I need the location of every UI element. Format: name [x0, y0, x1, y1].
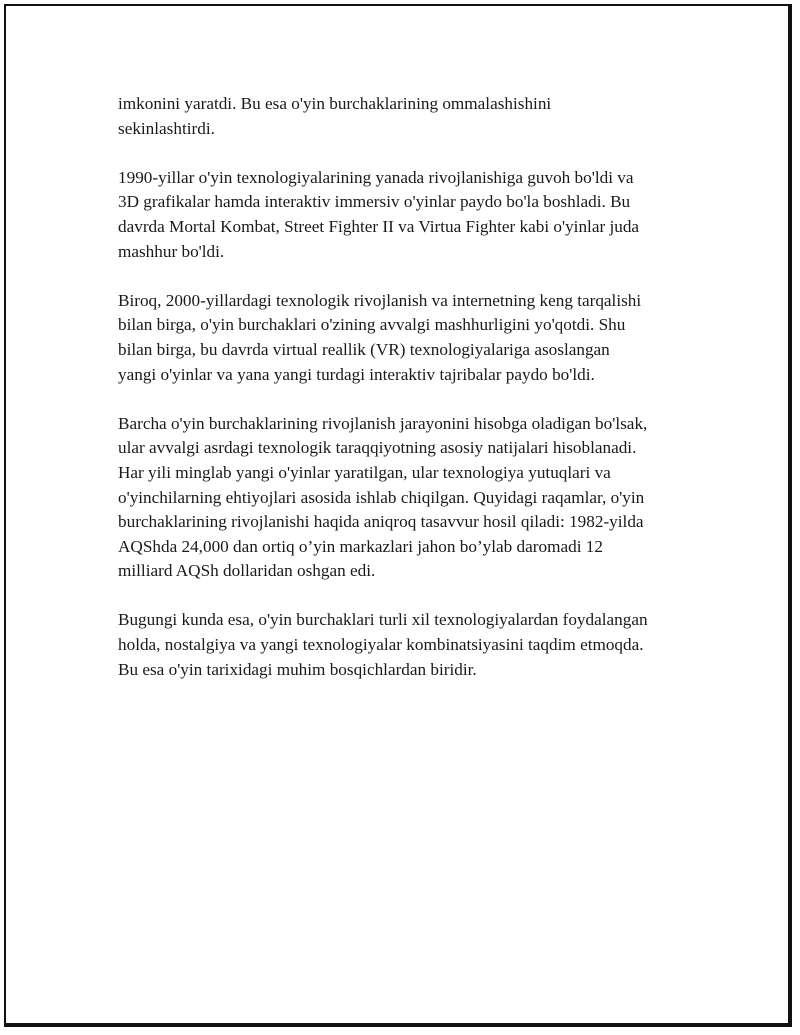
paragraph-3: Biroq, 2000-yillardagi texnologik rivojlanish va internetning keng tarqalishi bilan birga, o'yin burchaklari o'zining avvalgi mashhurligini yo'qotdi. Shu bilan birga, bu davrda virtual reallik (VR) texnologiyalariga asoslangan yangi o'yinlar va yana yangi turdagi interaktiv tajribalar paydo bo'ldi.: [118, 290, 642, 384]
paragraph-4: Barcha o'yin burchaklarining rivojlanish jarayonini hisobga oladigan bo'lsak, ular avvalgi asrdagi texnologik taraqqiyotning asosiy natijalari hisoblanadi. Har yili minglab yangi o'yinlar yaratilgan, ular texnologiya yutuqlari va o'yinchilarning ehtiyojlari asosida ishlab chiqilgan. Quyidagi raqamlar, o'yin burchaklarining rivojlanishi haqida aniqroq tasavvur hosil qiladi: 1982-yilda AQShda 24,000 dan ortiq o’yin markazlari jahon bo’ylab daromadi 12 milliard AQSh dollaridan oshgan edi.: [118, 413, 648, 581]
paragraph-5: Bugungi kunda esa, o'yin burchaklari turli xil texnologiyalardan foydalangan holda, nostalgiya va yangi texnologiyalar kombinatsiyasini taqdim etmoqda. Bu esa o'yin tarixidagi muhim bosqichlardan biridir.: [118, 610, 648, 679]
document-page: [4, 4, 792, 1027]
document-body: [118, 92, 698, 707]
paragraph-2: 1990-yillar o'yin texnologiyalarining yanada rivojlanishiga guvoh bo'ldi va 3D grafikalar hamda interaktiv immersiv o'yinlar paydo bo'la boshladi. Bu davrda Mortal Kombat, Street Fighter II va Virtua Fighter kabi o'yinlar juda mashhur bo'ldi.: [118, 167, 640, 261]
paragraph-1: imkonini yaratdi. Bu esa o'yin burchaklarining ommalashishini sekinlashtirdi.: [118, 94, 552, 138]
